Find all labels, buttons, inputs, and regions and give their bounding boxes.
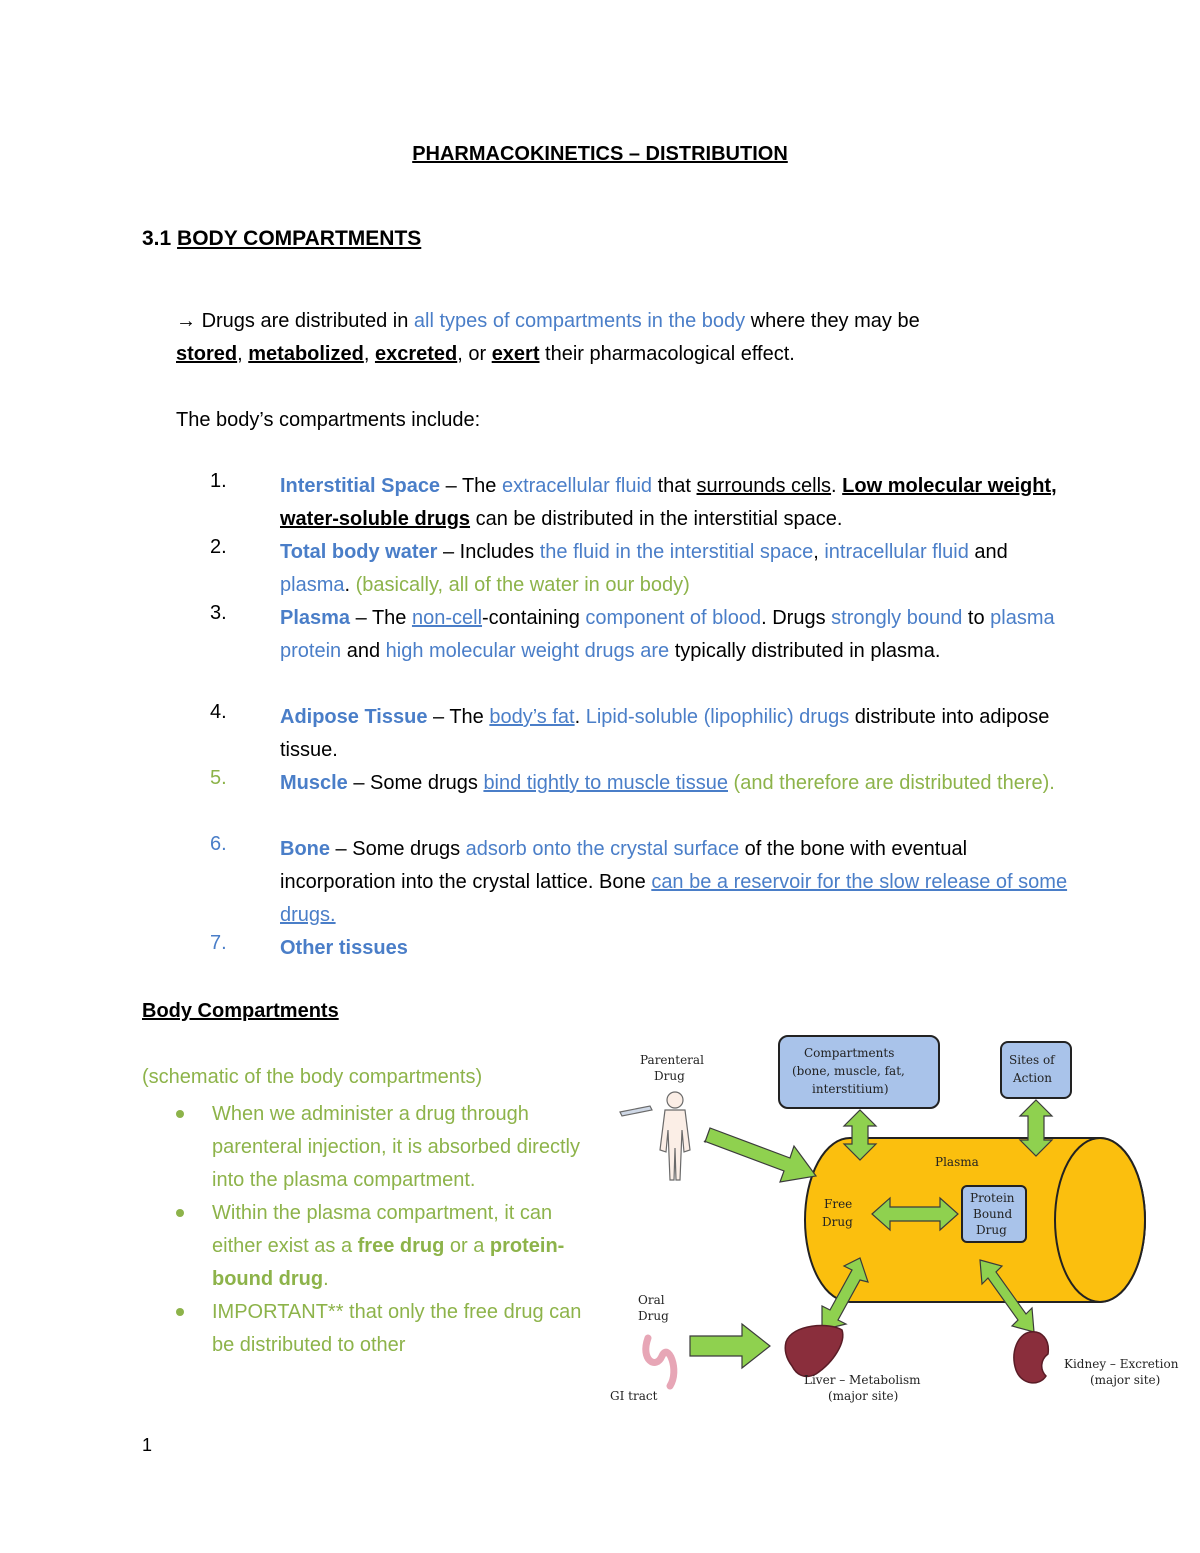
item-title: Other tissues bbox=[280, 937, 408, 959]
item-highlight: plasma protein bbox=[280, 607, 1055, 662]
free-drug-label: Drug bbox=[822, 1215, 853, 1229]
item-note: (and therefore are distributed there). bbox=[728, 772, 1055, 794]
bullet-emphasis: protein-bound drug bbox=[212, 1235, 565, 1290]
sites-of-action-label: Action bbox=[1013, 1071, 1052, 1085]
compartments-label: Compartments bbox=[804, 1046, 895, 1060]
bullet-item bbox=[172, 1296, 602, 1362]
item-number: 3. bbox=[210, 602, 227, 624]
item-text: to bbox=[962, 607, 991, 629]
plasma-label: Plasma bbox=[935, 1155, 979, 1169]
separator: , bbox=[237, 343, 249, 365]
item-body bbox=[280, 833, 1080, 932]
item-highlight: adsorb onto the crystal surface bbox=[465, 838, 740, 860]
intro-text: their pharmacological effect. bbox=[539, 343, 795, 365]
oral-label: Drug bbox=[638, 1309, 669, 1323]
intro-text: where they may be bbox=[745, 310, 920, 332]
item-text: that bbox=[652, 475, 697, 497]
item-text: typically distributed in plasma. bbox=[669, 640, 941, 662]
bullet-icon bbox=[176, 1308, 184, 1316]
separator: , or bbox=[457, 343, 492, 365]
item-number: 1. bbox=[210, 470, 227, 492]
protein-bound-label: Drug bbox=[976, 1223, 1007, 1237]
item-text: can be distributed in the interstitial space. bbox=[470, 508, 843, 530]
bullet-text: IMPORTANT** that only the free drug can be distributed to other bbox=[212, 1301, 582, 1356]
item-text: – The bbox=[440, 475, 502, 497]
page-title: PHARMACOKINETICS – DISTRIBUTION bbox=[412, 143, 788, 165]
protein-bound-label: Protein bbox=[970, 1191, 1015, 1205]
item-highlight: extracellular fluid bbox=[501, 475, 653, 497]
item-text: – Some drugs bbox=[330, 838, 466, 860]
compartments-label: (bone, muscle, fat, bbox=[792, 1064, 905, 1078]
human-figure-icon bbox=[620, 1092, 690, 1180]
bullet-emphasis: free drug bbox=[357, 1235, 445, 1257]
item-link: bind tightly to muscle tissue bbox=[483, 772, 728, 794]
intro-highlight: all types of compartments in the body bbox=[413, 310, 746, 332]
intro-paragraph bbox=[176, 305, 1076, 371]
keyword-metabolized: metabolized bbox=[248, 343, 364, 365]
item-text: . bbox=[344, 574, 356, 596]
item-text: – The bbox=[350, 607, 412, 629]
gi-tract-label: GI tract bbox=[610, 1389, 658, 1403]
item-highlight: component of blood bbox=[585, 607, 762, 629]
subsection-heading: Body Compartments bbox=[142, 1000, 339, 1022]
item-emphasis: Low molecular weight, water-soluble drugs bbox=[280, 475, 1057, 530]
liver-label: (major site) bbox=[828, 1389, 899, 1403]
item-body bbox=[280, 602, 1080, 668]
item-highlight: Lipid-soluble (lipophilic) drugs bbox=[585, 706, 850, 728]
free-drug-label: Free bbox=[824, 1197, 853, 1211]
compartment-diagram bbox=[610, 1030, 1185, 1410]
item-text: – Includes bbox=[437, 541, 540, 563]
item-highlight: high molecular weight drugs are bbox=[385, 640, 670, 662]
item-text: and bbox=[968, 541, 1008, 563]
kidney-icon bbox=[1014, 1332, 1048, 1383]
item-body bbox=[280, 701, 1080, 767]
item-highlight: plasma bbox=[280, 574, 345, 596]
bullet-text: Within the plasma compartment, it can either exist as a bbox=[212, 1202, 553, 1257]
item-number: 4. bbox=[210, 701, 227, 723]
page-number: 1 bbox=[142, 1435, 153, 1455]
item-text: and bbox=[341, 640, 386, 662]
item-number: 5. bbox=[210, 767, 227, 789]
keyword-stored: stored bbox=[176, 343, 238, 365]
item-title: Interstitial Space bbox=[280, 475, 441, 497]
compartments-label: interstitium) bbox=[812, 1082, 889, 1096]
item-text: . bbox=[831, 475, 843, 497]
section-title: BODY COMPARTMENTS bbox=[177, 227, 422, 250]
parenteral-label: Parenteral bbox=[640, 1053, 704, 1067]
liver-label: Liver – Metabolism bbox=[804, 1373, 921, 1387]
item-title: Total body water bbox=[280, 541, 438, 563]
item-highlight: the fluid in the interstitial space bbox=[539, 541, 814, 563]
item-title: Bone bbox=[280, 838, 330, 860]
item-title: Plasma bbox=[280, 607, 351, 629]
item-link: body’s fat bbox=[489, 706, 575, 728]
arrow-icon bbox=[704, 1128, 816, 1182]
sites-of-action-box bbox=[1001, 1042, 1071, 1098]
lead-text: The body’s compartments include: bbox=[176, 409, 481, 431]
item-text: . Drugs bbox=[761, 607, 832, 629]
kidney-label: Kidney – Excretion bbox=[1064, 1357, 1179, 1371]
keyword-exert: exert bbox=[491, 343, 540, 365]
arrow-icon: → bbox=[176, 310, 196, 332]
item-text: – Some drugs bbox=[347, 772, 484, 794]
section-heading bbox=[142, 227, 421, 251]
item-title: Adipose Tissue bbox=[280, 706, 428, 728]
item-number: 2. bbox=[210, 536, 227, 558]
parenteral-label: Drug bbox=[654, 1069, 685, 1083]
item-highlight: strongly bound bbox=[831, 607, 963, 629]
bullet-text: or a bbox=[444, 1235, 490, 1257]
item-text: -containing bbox=[482, 607, 586, 629]
item-text: of the bone with eventual incorporation into the crystal lattice. Bone bbox=[280, 838, 968, 893]
separator: , bbox=[363, 343, 375, 365]
keyword-excreted: excreted bbox=[374, 343, 458, 365]
item-link: can be a reservoir for the slow release of some drugs. bbox=[280, 871, 1068, 926]
bullet-list bbox=[172, 1098, 602, 1362]
liver-icon bbox=[785, 1326, 843, 1377]
bullet-item bbox=[172, 1098, 602, 1197]
bullet-text: When we administer a drug through parenteral injection, it is absorbed directly into the plasma compartment. bbox=[212, 1103, 580, 1191]
bullet-icon bbox=[176, 1110, 184, 1118]
gi-tract-icon bbox=[646, 1338, 674, 1386]
item-highlight: intracellular fluid bbox=[824, 541, 969, 563]
item-text: distribute into adipose tissue. bbox=[280, 706, 1050, 761]
bullet-text: . bbox=[323, 1268, 329, 1290]
item-body bbox=[280, 932, 1080, 965]
schematic-caption: (schematic of the body compartments) bbox=[142, 1066, 483, 1088]
protein-bound-label: Bound bbox=[973, 1207, 1013, 1221]
bullet-icon bbox=[176, 1209, 184, 1217]
sites-of-action-label: Sites of bbox=[1009, 1053, 1055, 1067]
section-number: 3.1 bbox=[142, 227, 172, 250]
item-text: – The bbox=[427, 706, 490, 728]
item-title: Muscle bbox=[280, 772, 348, 794]
arrow-icon bbox=[690, 1324, 770, 1368]
item-note: (basically, all of the water in our body) bbox=[355, 574, 690, 596]
intro-text: Drugs are distributed in bbox=[201, 310, 414, 332]
oral-label: Oral bbox=[638, 1293, 665, 1307]
item-body bbox=[280, 767, 1080, 800]
item-number: 7. bbox=[210, 932, 227, 954]
item-link: non-cell bbox=[411, 607, 483, 629]
item-text: . bbox=[574, 706, 586, 728]
kidney-label: (major site) bbox=[1090, 1373, 1161, 1387]
item-underline: surrounds cells bbox=[696, 475, 832, 497]
item-body bbox=[280, 536, 1080, 602]
item-number: 6. bbox=[210, 833, 227, 855]
item-body bbox=[280, 470, 1080, 536]
bullet-item bbox=[172, 1197, 602, 1296]
item-text: , bbox=[813, 541, 825, 563]
